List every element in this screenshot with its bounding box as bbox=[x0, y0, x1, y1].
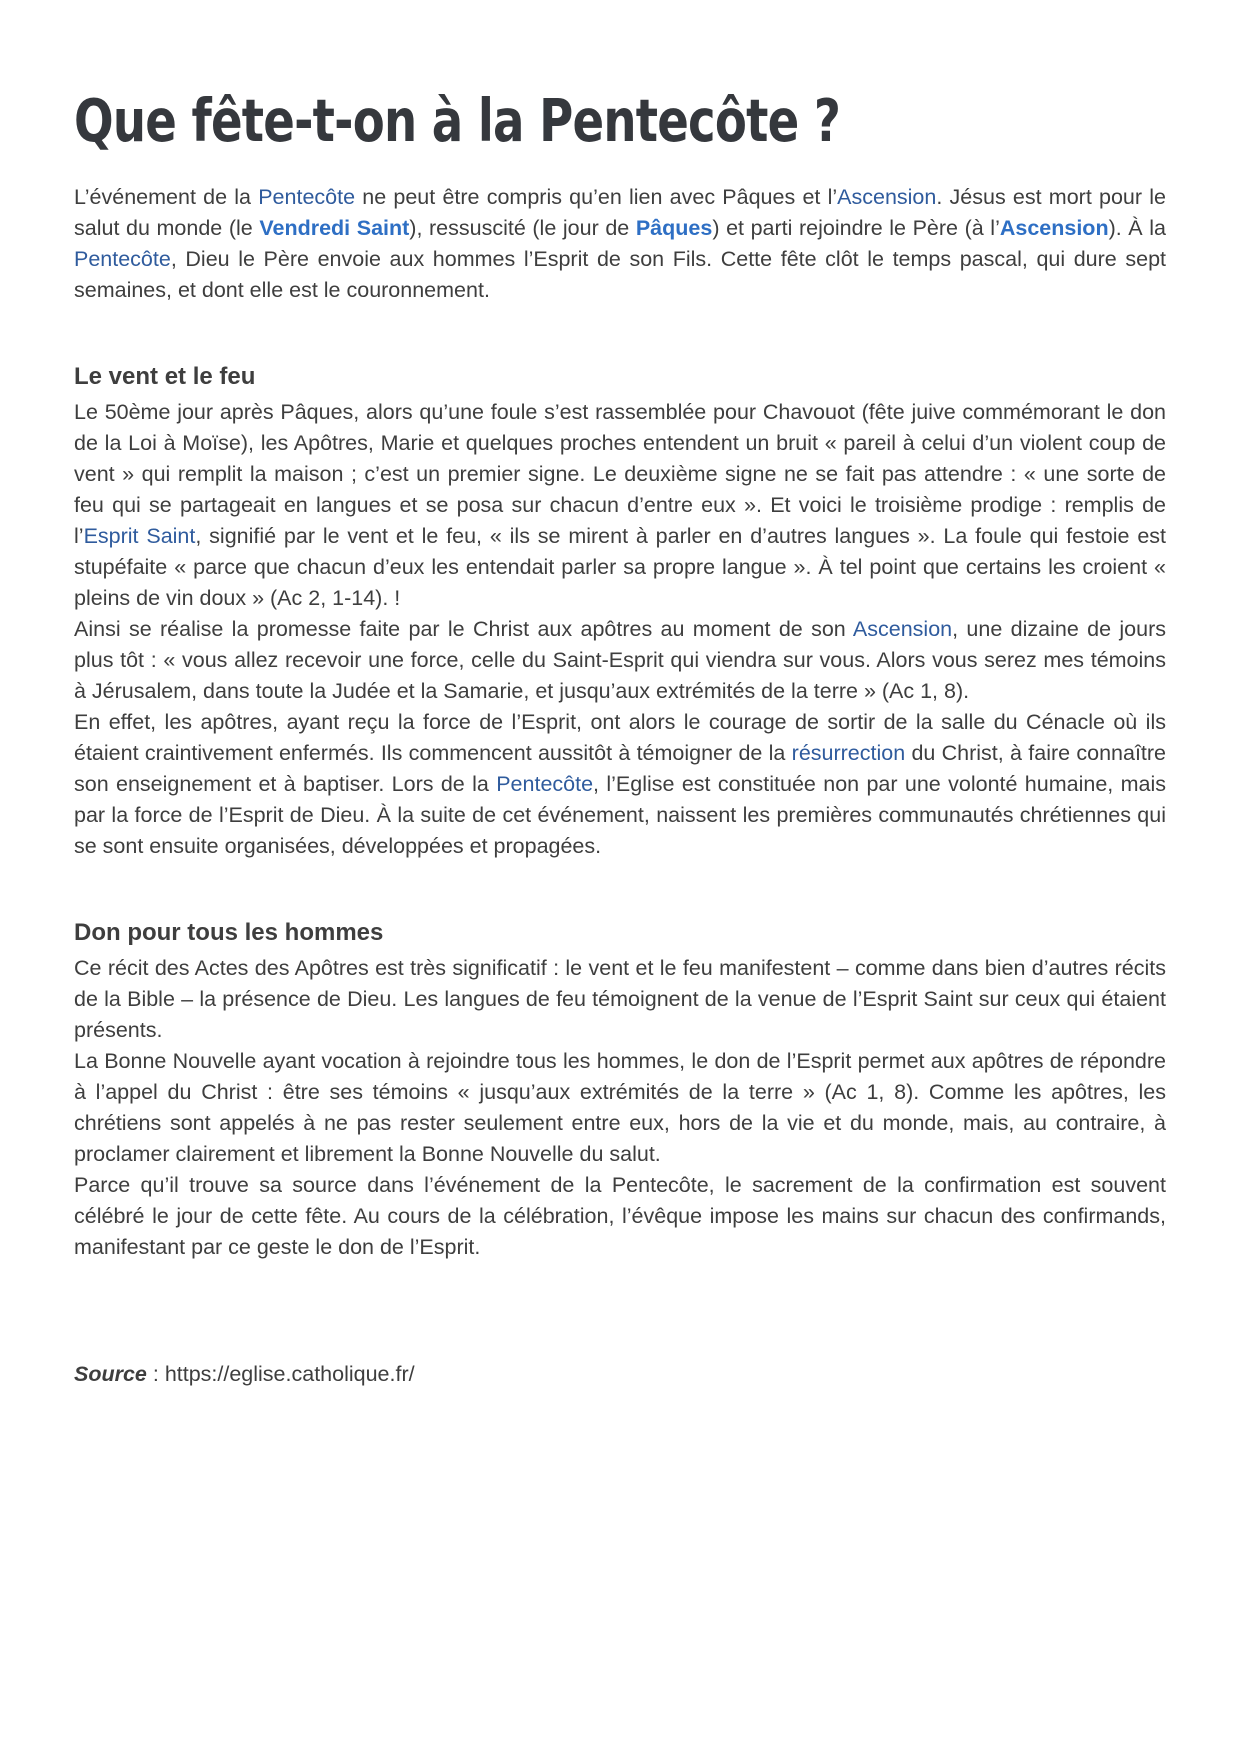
page-title: Que fête-t-on à la Pentecôte ? bbox=[74, 86, 841, 155]
inline-link[interactable]: Ascension bbox=[999, 216, 1109, 240]
inline-link[interactable]: Pentecôte bbox=[496, 772, 594, 796]
source-label: Source bbox=[74, 1362, 147, 1386]
text-run: Ainsi se réalise la promesse faite par le Christ aux apôtres au moment de son bbox=[74, 617, 853, 641]
section-don-pour-tous-les-hommes bbox=[74, 917, 1166, 1263]
text-run: ). À la bbox=[1108, 216, 1166, 240]
section-body bbox=[74, 953, 1166, 1263]
paragraph bbox=[74, 397, 1166, 614]
text-run: du Christ, à faire connaître son enseignement et à baptiser. Lors de la bbox=[74, 741, 1167, 796]
paragraph bbox=[74, 707, 1166, 862]
text-run: , une dizaine de jours plus tôt : « vous allez recevoir une force, celle du Saint-Esprit qui viendra sur vous. Alors vous serez mes témoins à Jérusalem, dans toute la Judée et la Samarie, et jusqu’aux extrémités de la terre » (Ac 1, 8). bbox=[74, 617, 1166, 703]
inline-link[interactable]: résurrection bbox=[791, 741, 906, 765]
text-run: Ce récit des Actes des Apôtres est très significatif : le vent et le feu manifestent – comme dans bien d’autres récits de la Bible – la présence de Dieu. Les langues de feu témoignent de la venue de l’Esprit Saint sur ceux qui étaient présents. bbox=[74, 956, 1166, 1042]
text-run: Le 50ème jour après Pâques, alors qu’une foule s’est rassemblée pour Chavouot (fête juive commémorant le don de la Loi à Moïse), les Apôtres, Marie et quelques proches entendent un bruit « pareil à celui d’un violent coup de vent » qui remplit la maison ; c’est un premier signe. Le deuxième signe ne se fait pas attendre : « une sorte de feu qui se partageait en langues et se posa sur chacun d’entre eux ». Et voici le troisième prodige : remplis de l’ bbox=[74, 400, 1166, 548]
inline-link[interactable]: Ascension bbox=[852, 617, 953, 641]
source-line bbox=[74, 1359, 1166, 1390]
paragraph bbox=[74, 953, 1166, 1046]
paragraph bbox=[74, 1046, 1166, 1170]
section-heading-don-pour-tous-les-hommes: Don pour tous les hommes bbox=[74, 919, 384, 946]
source-url: https://eglise.catholique.fr/ bbox=[164, 1362, 415, 1386]
inline-link[interactable]: Ascension bbox=[837, 185, 937, 209]
intro-paragraph bbox=[74, 182, 1166, 306]
inline-link[interactable]: Pentecôte bbox=[74, 247, 171, 271]
text-run: ), ressuscité (le jour de bbox=[409, 216, 636, 240]
text-run: , signifié par le vent et le feu, « ils se mirent à parler en d’autres langues ». La foule qui festoie est stupéfaite « parce que chacun d’eux les entendait parler sa propre langue ». À tel point que certains les croient « pleins de vin doux » (Ac 2, 1-14). ! bbox=[74, 524, 1167, 610]
text-run: Parce qu’il trouve sa source dans l’événement de la Pentecôte, le sacrement de la confirmation est souvent célébré le jour de cette fête. Au cours de la célébration, l’évêque impose les mains sur chacun des confirmands, manifestant par ce geste le don de l’Esprit. bbox=[74, 1173, 1166, 1259]
text-run: L’événement de la bbox=[74, 185, 259, 209]
paragraph bbox=[74, 1170, 1166, 1263]
inline-link[interactable]: Pentecôte bbox=[258, 185, 356, 209]
paragraph bbox=[74, 614, 1166, 707]
section-heading-le-vent-et-le-feu: Le vent et le feu bbox=[74, 363, 256, 390]
source-separator: : bbox=[146, 1362, 165, 1386]
section-body bbox=[74, 397, 1166, 862]
text-run: ) et parti rejoindre le Père (à l’ bbox=[712, 216, 1000, 240]
text-run: . Jésus est mort pour le salut du monde (le bbox=[74, 185, 1166, 240]
text-run: , l’Eglise est constituée non par une volonté humaine, mais par la force de l’Esprit de Dieu. À la suite de cet événement, naissent les premières communautés chrétiennes qui se sont ensuite organisées, développées et propagées. bbox=[74, 772, 1167, 858]
inline-link[interactable]: Vendredi Saint bbox=[259, 216, 410, 240]
section-le-vent-et-le-feu bbox=[74, 361, 1166, 862]
inline-link[interactable]: Esprit Saint bbox=[83, 524, 196, 548]
text-run: La Bonne Nouvelle ayant vocation à rejoindre tous les hommes, le don de l’Esprit permet aux apôtres de répondre à l’appel du Christ : être ses témoins « jusqu’aux extrémités de la terre » (Ac 1, 8). Comme les apôtres, les chrétiens sont appelés à ne pas rester seulement entre eux, hors de la vie et du monde, mais, au contraire, à proclamer clairement et librement la Bonne Nouvelle du salut. bbox=[74, 1049, 1166, 1166]
text-run: , Dieu le Père envoie aux hommes l’Esprit de son Fils. Cette fête clôt le temps pascal, qui dure sept semaines, et dont elle est le couronnement. bbox=[74, 247, 1166, 302]
text-run: En effet, les apôtres, ayant reçu la force de l’Esprit, ont alors le courage de sortir de la salle du Cénacle où ils étaient craintivement enfermés. Ils commencent aussitôt à témoigner de la bbox=[74, 710, 1166, 765]
text-run: ne peut être compris qu’en lien avec Pâques et l’ bbox=[355, 185, 838, 209]
inline-link[interactable]: Pâques bbox=[635, 216, 713, 240]
